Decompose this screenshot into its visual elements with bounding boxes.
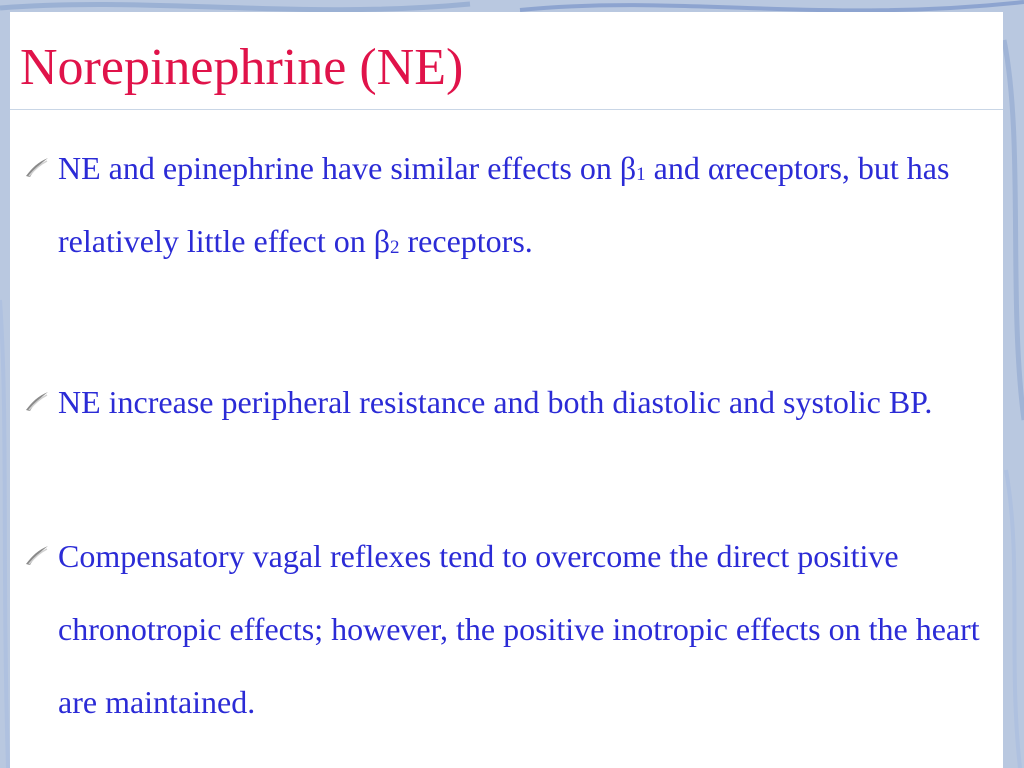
bullet-text: NE increase peripheral resistance and both diastolic and systolic BP.: [58, 384, 933, 420]
bullet-text-part: and αreceptors, but has relatively little effect on β: [58, 150, 950, 259]
bullet-text: Compensatory vagal reflexes tend to overcome the direct positive chronotropic effects; however, the positive inotropic effects on the heart are maintained.: [58, 538, 980, 720]
bullet-swoosh-icon: [24, 544, 50, 566]
subscript-1: 1: [636, 164, 646, 185]
slide-panel: [10, 12, 1003, 768]
bullet-text-part: NE and epinephrine have similar effects on β: [58, 150, 637, 186]
slide-title: Norepinephrine (NE): [20, 39, 464, 96]
bullet-text-part: receptors.: [399, 223, 533, 259]
title-divider: [10, 109, 1003, 110]
bullet-swoosh-icon: [24, 390, 50, 412]
subscript-2: 2: [390, 237, 400, 258]
bullet-swoosh-icon: [24, 156, 50, 178]
bullet-text: [58, 132, 993, 278]
